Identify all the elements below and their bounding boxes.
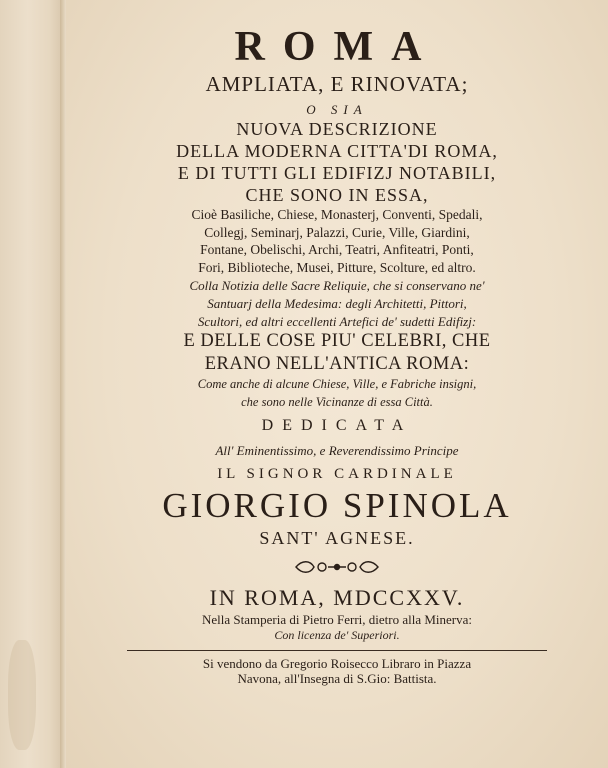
signor-cardinale: IL SIGNOR CARDINALE — [217, 466, 457, 482]
notizia-line: Santuarj della Medesima: degli Architetti, Pittori, — [207, 296, 467, 311]
imprint: IN ROMA, MDCCXXV. — [209, 585, 465, 610]
cose-line: ERANO NELL'ANTICA ROMA: — [204, 353, 470, 374]
title-page-text — [66, 22, 608, 685]
notizia-line: Colla Notizia delle Sacre Reliquie, che si conservano ne' — [189, 278, 485, 293]
main-title: ROMA — [234, 24, 440, 70]
o-sia: O SIA — [306, 102, 368, 117]
cose-line: E DELLE COSE PIU' CELEBRI, CHE — [183, 331, 491, 351]
eminentissimo-line: All' Eminentissimo, e Reverendissimo Principe — [215, 443, 459, 458]
notizia-line: Scultori, ed altri eccellenti Artefici de' sudetti Edifizj: — [197, 314, 477, 329]
chiese-line: che sono nelle Vicinanze di essa Città. — [241, 394, 433, 409]
vendono-line: Si vendono da Gregorio Roisecco Libraro in Piazza — [202, 656, 472, 671]
vendono-line: Navona, all'Insegna di S.Gio: Battista. — [237, 671, 437, 686]
list-line: Fori, Biblioteche, Musei, Pitture, Scolture, ed altro. — [198, 259, 476, 275]
caps-line: CHE SONO IN ESSA, — [245, 185, 429, 205]
cardinal-name: GIORGIO SPINOLA — [162, 486, 512, 525]
licenza-line: Con licenza de' Superiori. — [274, 628, 400, 642]
subtitle: AMPLIATA, E RINOVATA; — [205, 72, 469, 96]
dedicata: DEDICATA — [261, 417, 413, 434]
caps-line: DELLA MODERNA CITTA'DI ROMA, — [176, 141, 498, 161]
list-line: Fontane, Obelischi, Archi, Teatri, Anfiteatri, Ponti, — [200, 242, 474, 257]
chiese-line: Come anche di alcune Chiese, Ville, e Fabriche insigni, — [197, 377, 477, 391]
paper-stain — [8, 640, 36, 750]
caps-line: NUOVA DESCRIZIONE — [236, 119, 438, 139]
list-line: Collegj, Seminarj, Palazzi, Curie, Ville, Giardini, — [204, 224, 470, 240]
stamperia-line: Nella Stamperia di Pietro Ferri, dietro alla Minerva: — [201, 612, 473, 627]
divider-rule — [127, 650, 547, 651]
list-line: Cioè Basiliche, Chiese, Monasterj, Conventi, Spedali, — [191, 207, 483, 222]
ornament-icon — [292, 559, 382, 575]
cardinal-title: SANT' AGNESE. — [259, 528, 415, 548]
caps-line: E DI TUTTI GLI EDIFIZJ NOTABILI, — [177, 163, 497, 183]
